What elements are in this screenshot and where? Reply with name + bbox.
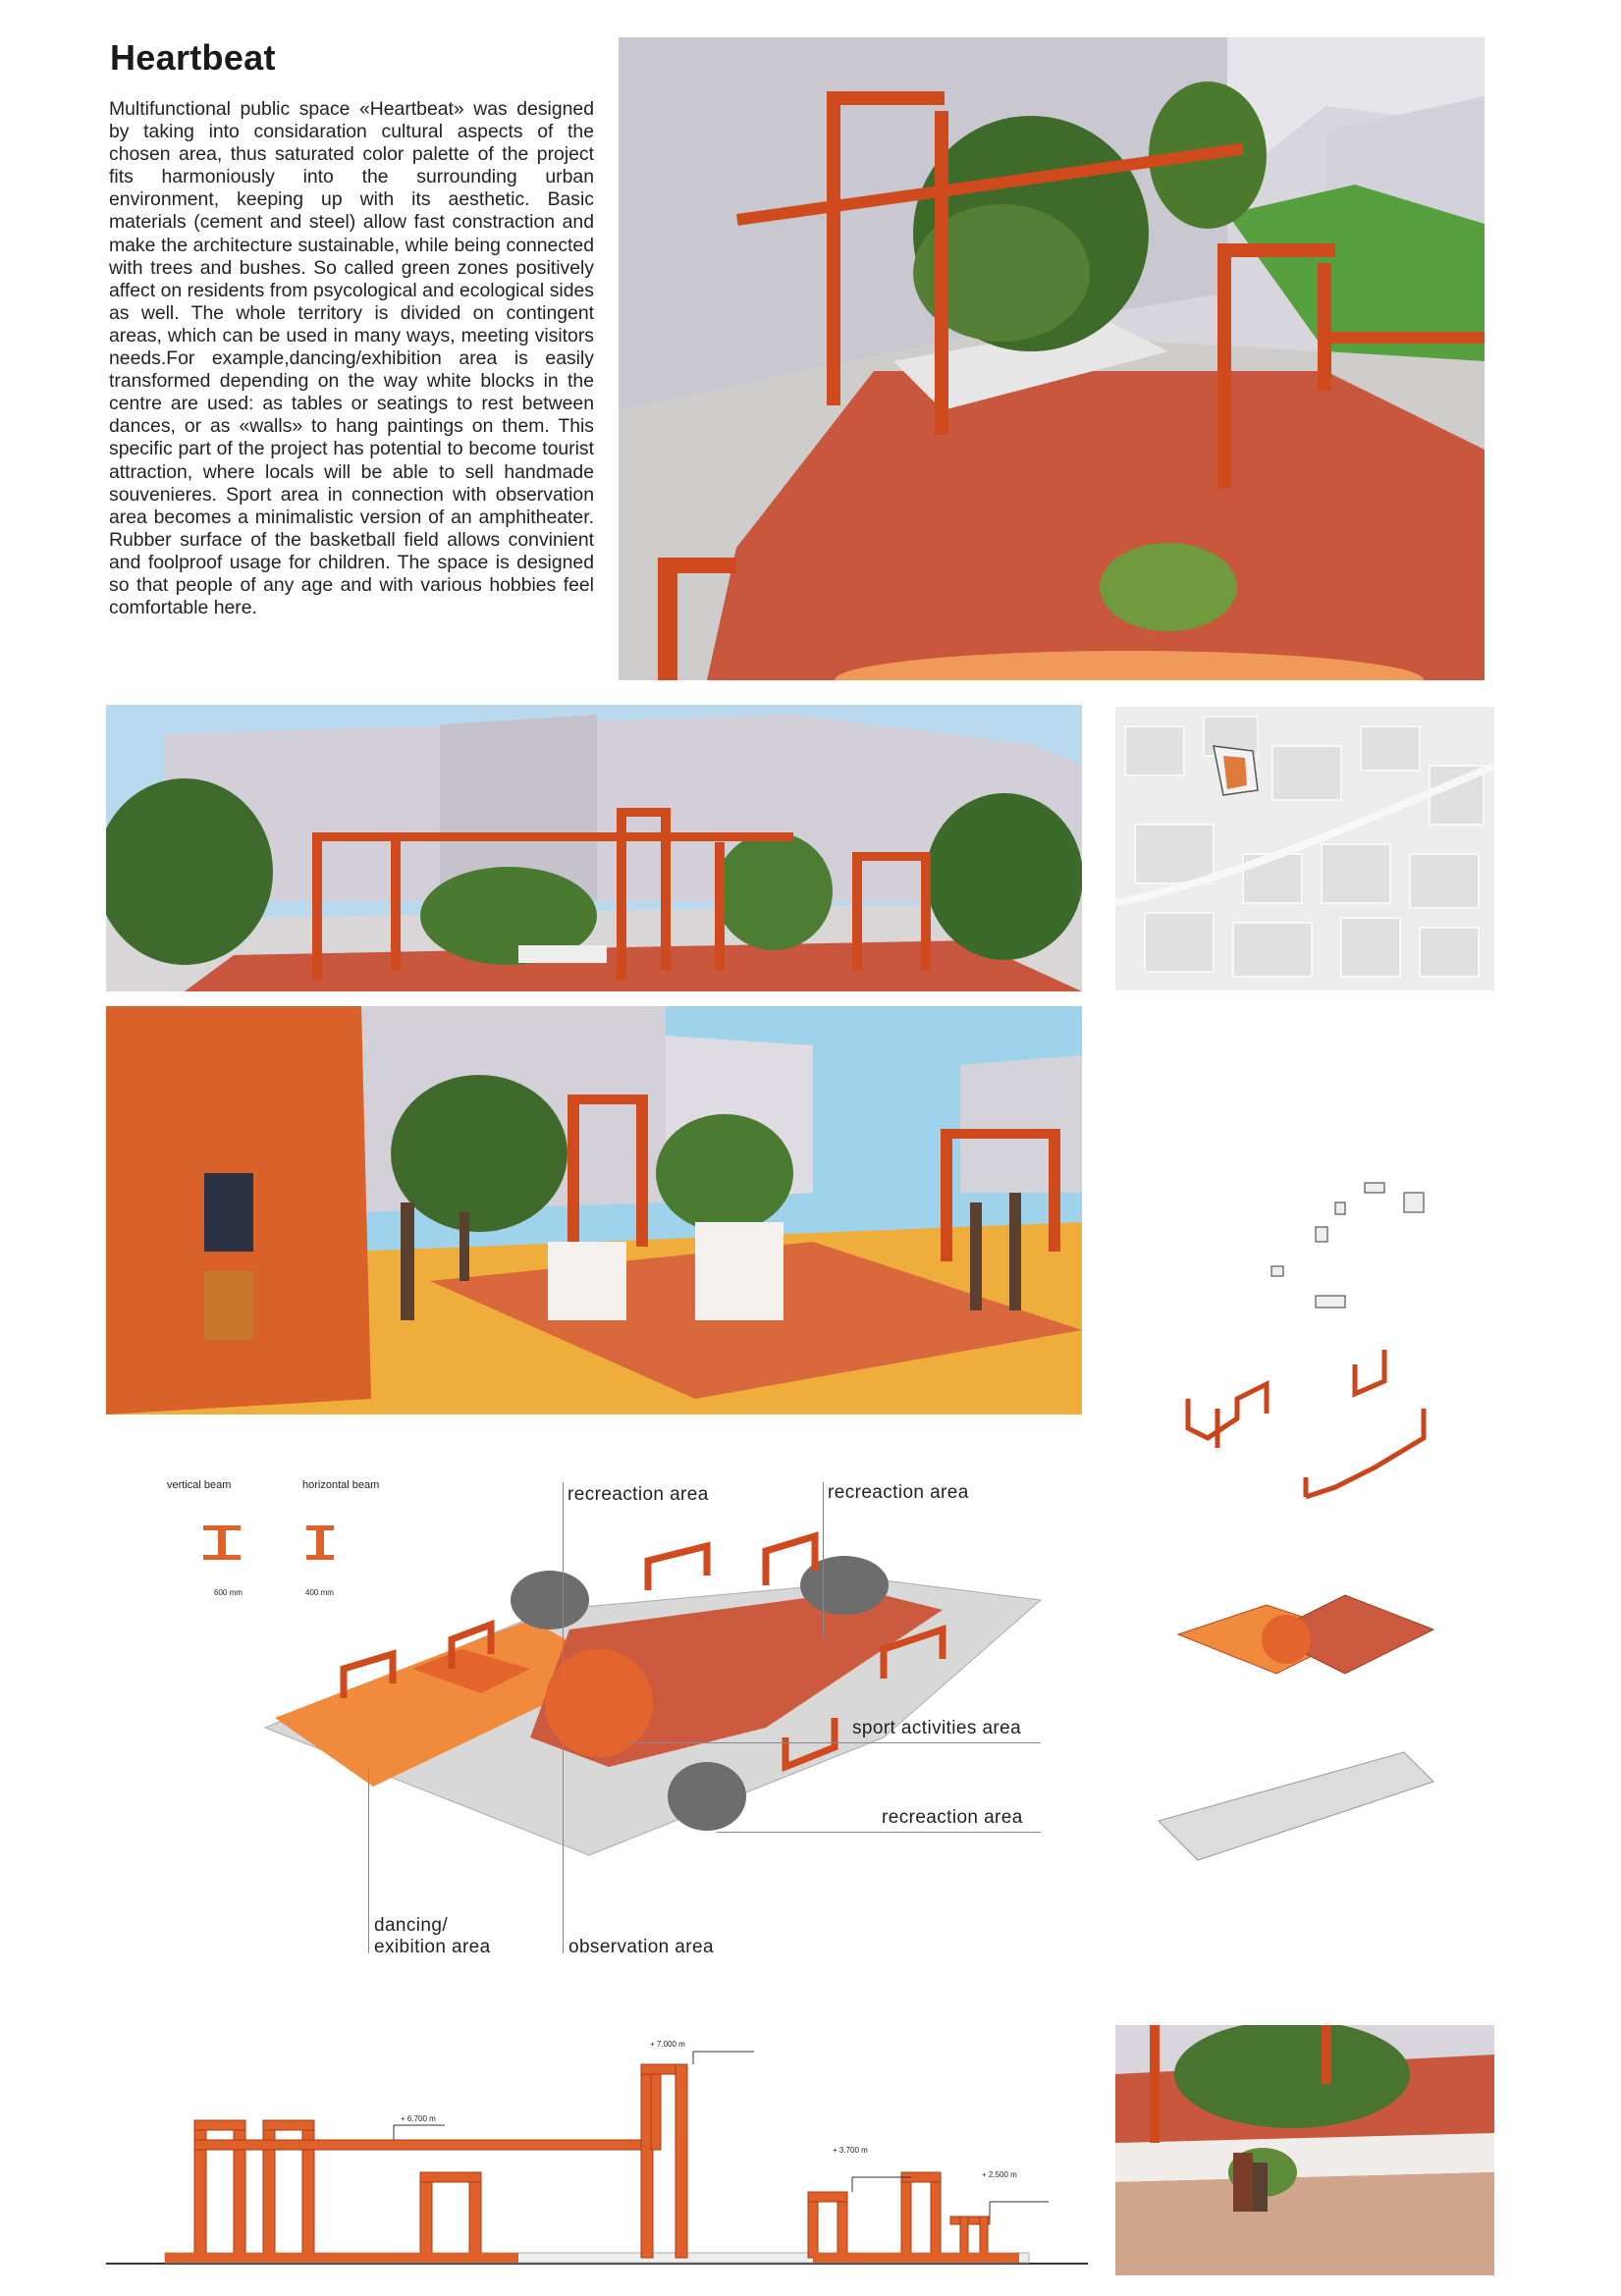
- exploded-axonometric: [1139, 1173, 1453, 1929]
- vertical-beam-section-icon: [201, 1523, 250, 1568]
- label-observation-area: observation area: [568, 1937, 714, 1957]
- horizontal-beam-dimension: 400 mm: [305, 1588, 334, 1597]
- page-title: Heartbeat: [110, 37, 276, 78]
- elevation-label-2500: + 2.500 m: [982, 2170, 1017, 2179]
- render-aerial-view: [619, 37, 1485, 680]
- elevation-label-6700: + 6.700 m: [401, 2114, 436, 2123]
- vertical-beam-dimension: 600 mm: [214, 1588, 243, 1597]
- label-dancing-area-line1: dancing/: [374, 1915, 449, 1936]
- render-panorama: [106, 705, 1082, 991]
- horizontal-beam-label: horizontal beam: [302, 1479, 380, 1491]
- label-recreation-area-1: recreaction area: [567, 1484, 709, 1505]
- vertical-beam-label: vertical beam: [167, 1479, 232, 1491]
- label-dancing-area-line2: exibition area: [374, 1937, 491, 1957]
- elevation-label-3700: + 3.700 m: [833, 2146, 868, 2155]
- render-seating-area: [1115, 2025, 1494, 2275]
- site-location-map: [1115, 707, 1494, 990]
- elevation-drawing: [106, 2042, 1088, 2275]
- render-ground-level: [106, 1006, 1082, 1415]
- label-sport-activities-area: sport activities area: [852, 1718, 1022, 1738]
- project-description: Multifunctional public space «Heartbeat» was designed by taking into considaration cultural aspects of the chosen area, thus saturated color palette of the project fits harmoniously into the surrounding urban environment, keeping up with its aesthetic. Basic materials (cement and steel) allow fast constraction and make the architecture sustainable, while being connected with trees and bushes. So called green zones positively affect on residents from psycological and ecological sides as well. The whole territory is divided on contingent areas, which can be used in many ways, meeting visitors needs.For example,dancing/exhibition area is easily transformed depending on the way white blocks in the centre are used: as tables or seatings to rest between dances, or as «walls» to hang paintings on them. This specific part of the project has potential to become tourist attraction, where locals will be able to sell handmade souvenieres. Sport area in connection with observation area becomes a minimalistic version of an amphitheater. Rubber surface of the basketball field allows convinient and foolproof usage for children. The space is designed so that people of any age and with various hobbies feel comfortable here.: [109, 98, 594, 619]
- elevation-label-7000: + 7.000 m: [650, 2040, 685, 2049]
- zoning-diagram: [157, 1443, 1109, 1934]
- label-recreation-area-3: recreaction area: [882, 1807, 1023, 1828]
- label-recreation-area-2: recreaction area: [828, 1482, 969, 1503]
- horizontal-beam-section-icon: [304, 1523, 344, 1568]
